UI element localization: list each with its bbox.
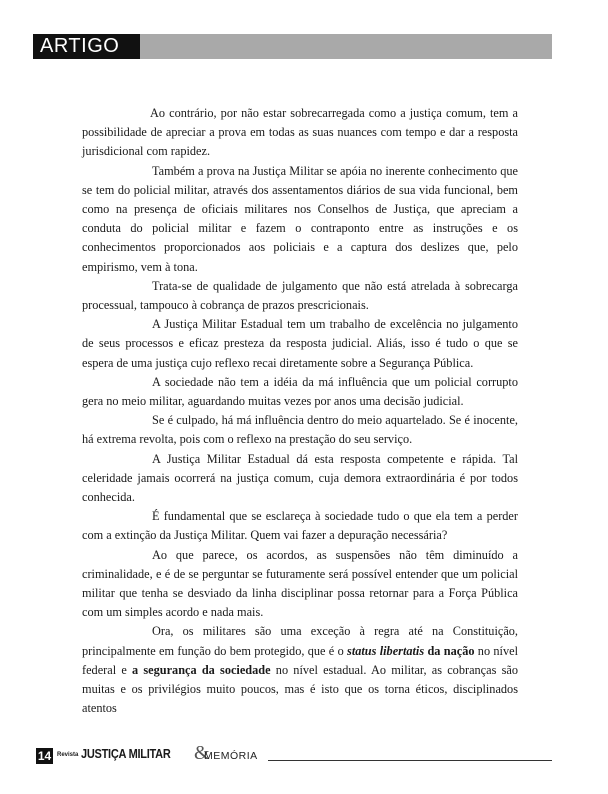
magazine-subtitle: MEMÓRIA bbox=[204, 750, 258, 762]
paragraph-text: A Justiça Militar Estadual tem um trabalho de excelência no julgamento de seus processos e eficaz presteza da resposta judicial. Aliás, isso é tudo o que se espera de uma justiça cujo reflexo recai diretamente sobre a Segurança Pública. bbox=[82, 317, 518, 370]
paragraph-text: Ora, os militares são uma exceção à regra até na Constituição, principalmente em função do bem protegido, que é o bbox=[82, 624, 518, 658]
paragraph bbox=[82, 373, 518, 411]
paragraph-text: A Justiça Militar Estadual dá esta resposta competente e rápida. Tal celeridade jamais ocorrerá na justiça comum, cuja demora extraordinária é por todos conhecida. bbox=[82, 451, 518, 505]
emphasized-text: status libertatis bbox=[347, 643, 425, 658]
magazine-title: JUSTIÇA MILITAR bbox=[81, 747, 171, 761]
paragraph bbox=[82, 315, 518, 373]
paragraph-text: Ao que parece, os acordos, as suspensões não têm diminuído a criminalidade, e é de se perguntar se futuramente será possível entender que um policial militar que tenha se desviado da linha disciplinar possa retornar para a Força Pública com um simples acordo e nada mais. bbox=[82, 547, 518, 620]
magazine-ampersand: & bbox=[194, 742, 210, 764]
paragraph bbox=[82, 546, 518, 623]
paragraph-text: Trata-se de qualidade de julgamento que não está atrelada à sobrecarga processual, tampouco à cobrança de prazos prescricionais. bbox=[82, 278, 518, 313]
page-footer bbox=[36, 742, 552, 764]
paragraph-text: no nível federal e bbox=[82, 643, 518, 677]
paragraph bbox=[82, 507, 518, 545]
paragraph bbox=[82, 411, 518, 449]
paragraph bbox=[82, 277, 518, 315]
paragraph bbox=[82, 104, 518, 162]
magazine-prefix: Revista bbox=[57, 752, 79, 758]
paragraph-text: no nível estadual. Ao militar, as cobranças são muitas e os privilégios muito poucos, mas é isto que os torna éticos, disciplinados atentos bbox=[82, 662, 518, 716]
paragraph-text: Também a prova na Justiça Militar se apóia no inerente conhecimento que se tem do policial militar, através dos assentamentos diários de sua vida funcional, bem como na presença de oficiais militares nos Conselhos de Justiça, que apreciam a conduta do policial militar e fazem o contraponto entre as instruções e os conhecimentos proporcionados aos policiais e a captura dos deslizes que, pelo empirismo, vem à tona. bbox=[82, 163, 518, 274]
footer-rule bbox=[268, 760, 552, 761]
paragraph-text: É fundamental que se esclareça à sociedade tudo o que ela tem a perder com a extinção da Justiça Militar. Quem vai fazer a depuração necessária? bbox=[82, 509, 518, 543]
paragraph-text: Se é culpado, há má influência dentro do meio aquartelado. Se é inocente, há extrema revolta, pois com o reflexo na prestação do seu serviço. bbox=[82, 413, 518, 447]
emphasized-text: da nação bbox=[427, 643, 475, 658]
paragraph bbox=[82, 622, 518, 718]
paragraph bbox=[82, 450, 518, 508]
emphasized-text: a segurança da sociedade bbox=[132, 662, 271, 677]
paragraph-text: A sociedade não tem a idéia da má influência que um policial corrupto gera no meio militar, aguardando muitas vezes por anos uma decisão judicial. bbox=[82, 374, 518, 409]
paragraph-text: Ao contrário, por não estar sobrecarregada como a justiça comum, tem a possibilidade de apreciar a prova em todas as suas nuances com tempo e dar a resposta jurisdicional com rapidez. bbox=[82, 106, 518, 159]
page-number: 14 bbox=[37, 749, 52, 763]
paragraph bbox=[82, 162, 518, 277]
section-label: ARTIGO bbox=[33, 34, 140, 59]
article-body bbox=[82, 104, 518, 719]
